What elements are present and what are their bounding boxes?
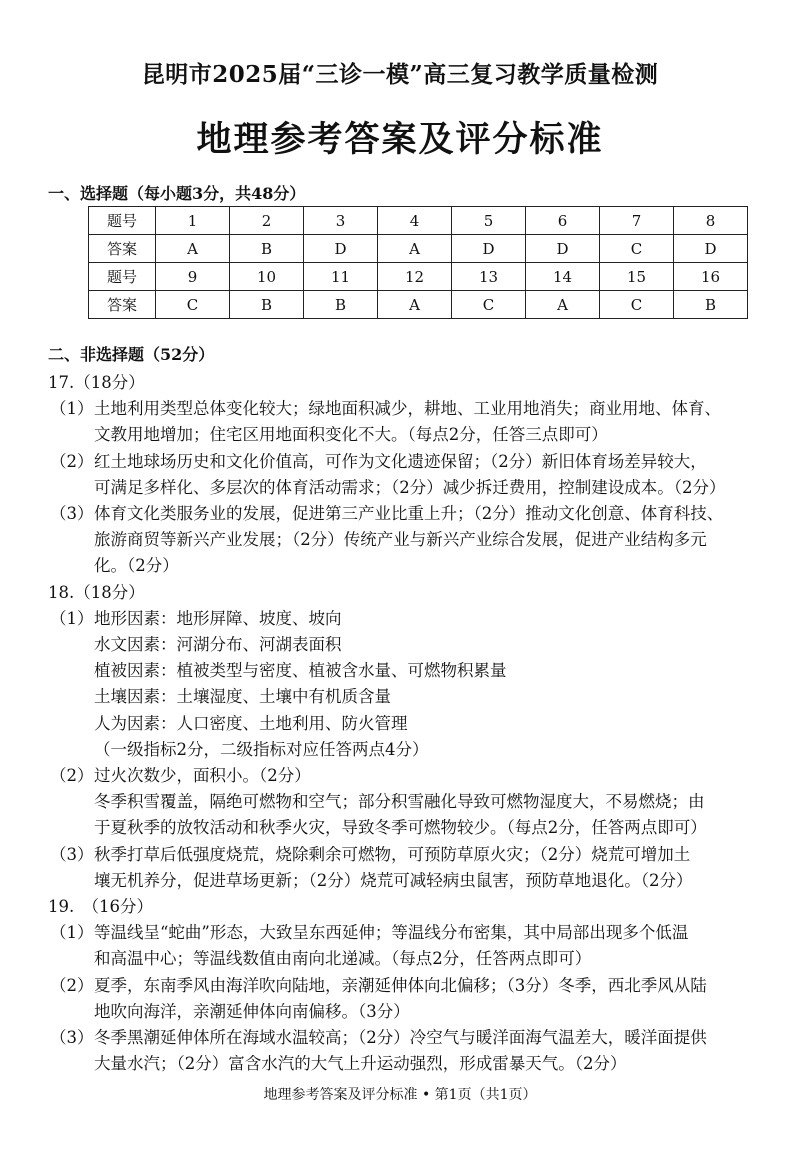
answer-line: 秋季打草后低强度烧荒，烧除剩余可燃物，可预防草原火灾；（2分）烧荒可增加土 xyxy=(94,844,691,864)
question-part xyxy=(48,449,768,501)
page-footer: 地理参考答案及评分标准 • 第1页（共1页） xyxy=(263,1087,537,1103)
table-cell: C xyxy=(452,291,526,319)
question-part xyxy=(48,920,768,972)
answer-line: 地形因素：地形屏障、坡度、坡向 xyxy=(94,608,342,628)
answer-line: 文教用地增加；住宅区用地面积变化不大。（每点2分，任答三点即可） xyxy=(94,425,608,445)
answer-line: 于夏秋季的放牧活动和秋季火灾，导致冬季可燃物较少。（每点2分，任答两点即可） xyxy=(94,818,707,838)
question-part xyxy=(48,842,768,894)
answer-line: 红土地球场历史和文化价值高，可作为文化遗迹保留；（2分）新旧体育场差异较大， xyxy=(94,451,707,471)
answer-line: 可满足多样化、多层次的体育活动需求；（2分）减少拆迁费用，控制建设成本。（2分） xyxy=(94,477,726,497)
table-cell: B xyxy=(674,291,748,319)
answer-line: 冬季黑潮延伸体所在海域水温较高；（2分）冷空气与暖洋面海气温差大，暖洋面提供 xyxy=(94,1028,707,1048)
table-row xyxy=(89,207,748,235)
question-part xyxy=(48,606,768,763)
row-label: 题号 xyxy=(89,207,156,235)
table-cell: A xyxy=(156,235,230,263)
question-part xyxy=(48,973,768,1025)
answers-body xyxy=(48,370,768,1077)
answer-line: 人为因素：人口密度、土地利用、防火管理 xyxy=(94,713,408,733)
table-cell: 7 xyxy=(600,207,674,235)
document-subtitle: 地理参考答案及评分标准 xyxy=(196,119,604,160)
part-lines xyxy=(94,606,507,763)
table-cell: A xyxy=(526,291,600,319)
table-cell: 8 xyxy=(674,207,748,235)
table-cell: 4 xyxy=(378,207,452,235)
part-label: （1） xyxy=(50,608,94,628)
part-lines xyxy=(94,1025,707,1077)
question-header: 19. （16分） xyxy=(48,897,153,917)
part-label: （2） xyxy=(50,451,94,471)
table-cell: 16 xyxy=(674,263,748,291)
table-cell: D xyxy=(304,235,378,263)
table-cell: 10 xyxy=(230,263,304,291)
answer-line: 冬季积雪覆盖，隔绝可燃物和空气；部分积雪融化导致可燃物湿度大，不易燃烧；由 xyxy=(94,792,705,812)
part-lines xyxy=(94,920,688,972)
question-header: 17.（18分） xyxy=(48,373,145,392)
answer-line: 地吹向海洋，亲潮延伸体向南偏移。（3分） xyxy=(94,1001,410,1021)
answer-line: 体育文化类服务业的发展，促进第三产业比重上升；（2分）推动文化创意、体育科技、 xyxy=(94,504,724,524)
table-cell: C xyxy=(600,291,674,319)
table-cell: D xyxy=(674,235,748,263)
part-label: （3） xyxy=(50,504,94,524)
table-cell: 5 xyxy=(452,207,526,235)
table-cell: B xyxy=(230,291,304,319)
table-cell: B xyxy=(230,235,304,263)
part-label: （1） xyxy=(50,399,94,419)
table-cell: 12 xyxy=(378,263,452,291)
part-label: （2） xyxy=(50,975,94,995)
table-cell: A xyxy=(378,235,452,263)
answer-line: 土壤因素：土壤湿度、土壤中有机质含量 xyxy=(94,687,391,707)
question-part xyxy=(48,1025,768,1077)
answer-line: 等温线呈“蛇曲”形态，大致呈东西延伸；等温线分布密集，其中局部出现多个低温 xyxy=(94,923,689,943)
row-label: 题号 xyxy=(89,263,156,291)
part-label: （3） xyxy=(50,844,94,864)
answer-line: 大量水汽；（2分）富含水汽的大气上升运动强烈，形成雷暴天气。（2分） xyxy=(94,1054,627,1074)
table-cell: 9 xyxy=(156,263,230,291)
table-cell: 3 xyxy=(304,207,378,235)
answer-line: （一级指标2分，二级指标对应任答两点4分） xyxy=(94,739,429,759)
table-row xyxy=(89,263,748,291)
question-header: 18.（18分） xyxy=(48,582,145,602)
table-cell: 6 xyxy=(526,207,600,235)
question-part xyxy=(48,396,768,448)
section2-heading: 二、非选择题（52分） xyxy=(48,345,215,364)
part-lines xyxy=(94,449,726,501)
answer-line: 夏季，东南季风由海洋吹向陆地，亲潮延伸体向北偏移；（3分）冬季，西北季风从陆 xyxy=(94,975,707,995)
table-cell: C xyxy=(156,291,230,319)
answer-line: 化。（2分） xyxy=(94,556,179,576)
answer-line: 旅游商贸等新兴产业发展；（2分）传统产业与新兴产业综合发展，促进产业结构多元 xyxy=(94,530,707,550)
question-part xyxy=(48,501,768,580)
part-lines xyxy=(94,973,707,1025)
table-cell: 14 xyxy=(526,263,600,291)
part-lines xyxy=(94,763,707,842)
part-label: （1） xyxy=(50,923,94,943)
table-cell: B xyxy=(304,291,378,319)
table-cell: C xyxy=(600,235,674,263)
answer-table xyxy=(88,206,748,319)
part-lines xyxy=(94,842,693,894)
part-label: （3） xyxy=(50,1028,94,1048)
answer-line: 植被因素：植被类型与密度、植被含水量、可燃物积累量 xyxy=(94,661,507,681)
answer-line: 和高温中心；等温线数值由南向北递减。（每点2分，任答两点即可） xyxy=(94,949,592,969)
table-cell: 2 xyxy=(230,207,304,235)
row-label: 答案 xyxy=(89,235,156,263)
table-cell: 1 xyxy=(156,207,230,235)
answer-line: 土地利用类型总体变化较大；绿地面积减少，耕地、工业用地消失；商业用地、体育、 xyxy=(94,399,721,419)
section1-heading: 一、选择题（每小题3分，共48分） xyxy=(48,184,306,203)
question-part xyxy=(48,763,768,842)
table-cell: D xyxy=(526,235,600,263)
table-cell: D xyxy=(452,235,526,263)
part-lines xyxy=(94,396,721,448)
part-lines xyxy=(94,501,723,580)
table-row xyxy=(89,235,748,263)
row-label: 答案 xyxy=(89,291,156,319)
table-cell: 13 xyxy=(452,263,526,291)
table-cell: 11 xyxy=(304,263,378,291)
table-cell: 15 xyxy=(600,263,674,291)
answer-line: 水文因素：河湖分布、河湖表面积 xyxy=(94,635,342,655)
table-row xyxy=(89,291,748,319)
answer-line: 壤无机养分，促进草场更新；（2分）烧荒可减轻病虫鼠害，预防草地退化。（2分） xyxy=(94,870,693,890)
answer-line: 过火次数少，面积小。（2分） xyxy=(94,766,311,786)
document-title: 昆明市2025届“三诊一模”高三复习教学质量检测 xyxy=(141,61,659,88)
part-label: （2） xyxy=(50,766,94,786)
table-cell: A xyxy=(378,291,452,319)
